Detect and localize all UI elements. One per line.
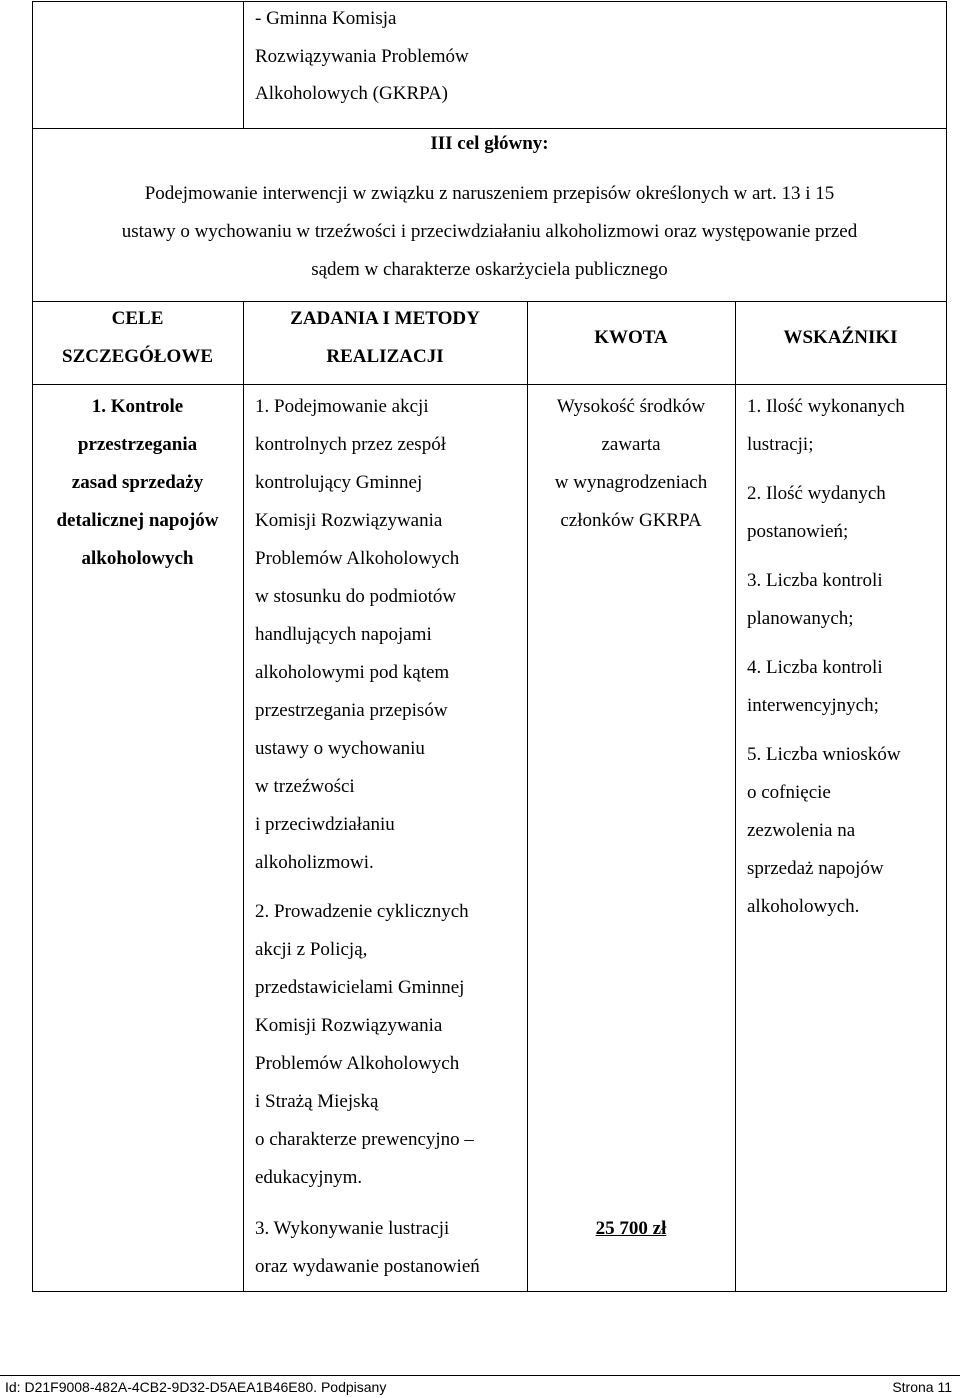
goal-line: ustawy o wychowaniu w trzeźwości i przeciwdziałaniu alkoholizmowi oraz występowanie przed (121, 221, 858, 242)
task-line: Problemów Alkoholowych (255, 1053, 460, 1074)
table-border-top (32, 1, 947, 2)
task-line: 2. Prowadzenie cyklicznych (255, 901, 469, 922)
task-line: przestrzegania przepisów (255, 700, 448, 721)
wskaznik-line: zezwolenia na (747, 820, 856, 841)
kwota-amount: 25 700 zł (595, 1218, 667, 1239)
task-line: w stosunku do podmiotów (255, 586, 457, 607)
task-line: alkoholizmowi. (255, 852, 374, 873)
kwota-line: członków GKRPA (560, 510, 702, 531)
task-line: o charakterze prewencyjno – (255, 1129, 474, 1150)
kwota-line: Wysokość środków (556, 396, 706, 417)
wskaznik-line: interwencyjnych; (747, 695, 879, 716)
task-line: i Strażą Miejską (255, 1091, 379, 1112)
wskaznik-line: alkoholowych. (747, 896, 860, 917)
cele-line: przestrzegania (77, 434, 198, 455)
header-cele: SZCZEGÓŁOWE (62, 346, 213, 367)
cele-line: zasad sprzedaży (71, 472, 204, 493)
task-line: w trzeźwości (255, 776, 355, 797)
task-line: Problemów Alkoholowych (255, 548, 460, 569)
cele-line: alkoholowych (81, 548, 194, 569)
wskaznik-line: 4. Liczba kontroli (747, 657, 883, 678)
wskaznik-line: 2. Ilość wydanych (747, 483, 886, 504)
task-line: i przeciwdziałaniu (255, 814, 395, 835)
goal-line: Podejmowanie interwencji w związku z naruszeniem przepisów określonych w art. 13 i 15 (144, 183, 835, 204)
wskaznik-line: postanowień; (747, 521, 849, 542)
wskaznik-line: o cofnięcie (747, 782, 831, 803)
header-cele: CELE (111, 308, 164, 329)
task-line: alkoholowymi pod kątem (255, 662, 450, 683)
page-number: Strona 11 (892, 1379, 952, 1395)
task-line: akcji z Policją, (255, 939, 368, 960)
task-line: handlujących napojami (255, 624, 432, 645)
top-cell-line: - Gminna Komisja (255, 8, 397, 29)
wskaznik-line: 5. Liczba wniosków (747, 744, 901, 765)
task-line: edukacyjnym. (255, 1167, 363, 1188)
cele-line: 1. Kontrole (91, 396, 184, 417)
top-cell-line: Rozwiązywania Problemów (255, 46, 469, 67)
table-divider-col3 (735, 301, 736, 1292)
footer-rule (0, 1375, 960, 1376)
wskaznik-line: planowanych; (747, 608, 854, 629)
wskaznik-line: 1. Ilość wykonanych (747, 396, 905, 417)
task-line: 1. Podejmowanie akcji (255, 396, 429, 417)
document-id: Id: D21F9008-482A-4CB2-9D32-D5AEA1B46E80. Podpisany (5, 1379, 387, 1395)
kwota-line: zawarta (601, 434, 661, 455)
task-line: 3. Wykonywanie lustracji (255, 1218, 450, 1239)
task-line: kontrolnych przez zespół (255, 434, 446, 455)
goal-line: sądem w charakterze oskarżyciela publicznego (311, 259, 668, 280)
table-divider-col1 (243, 301, 244, 1292)
cele-line: detalicznej napojów (56, 510, 219, 531)
top-cell-line: Alkoholowych (GKRPA) (255, 83, 448, 104)
table-divider-top-cell (243, 1, 244, 129)
task-line: Komisji Rozwiązywania (255, 510, 443, 531)
header-zadania: REALIZACJI (326, 346, 444, 367)
wskaznik-line: sprzedaż napojów (747, 858, 884, 879)
task-line: oraz wydawanie postanowień (255, 1256, 480, 1277)
kwota-line: w wynagrodzeniach (554, 472, 708, 493)
task-line: ustawy o wychowaniu (255, 738, 425, 759)
table-border-bottom (32, 1291, 947, 1292)
header-zadania: ZADANIA I METODY (290, 308, 480, 329)
goal-title: III cel główny: (430, 133, 549, 154)
header-wskazniki: WSKAŹNIKI (783, 327, 898, 348)
table-border-header-bottom (32, 384, 947, 385)
task-line: przedstawicielami Gminnej (255, 977, 465, 998)
task-line: Komisji Rozwiązywania (255, 1015, 443, 1036)
task-line: kontrolujący Gminnej (255, 472, 423, 493)
wskaznik-line: lustracji; (747, 434, 814, 455)
wskaznik-line: 3. Liczba kontroli (747, 570, 883, 591)
header-kwota: KWOTA (594, 327, 668, 348)
